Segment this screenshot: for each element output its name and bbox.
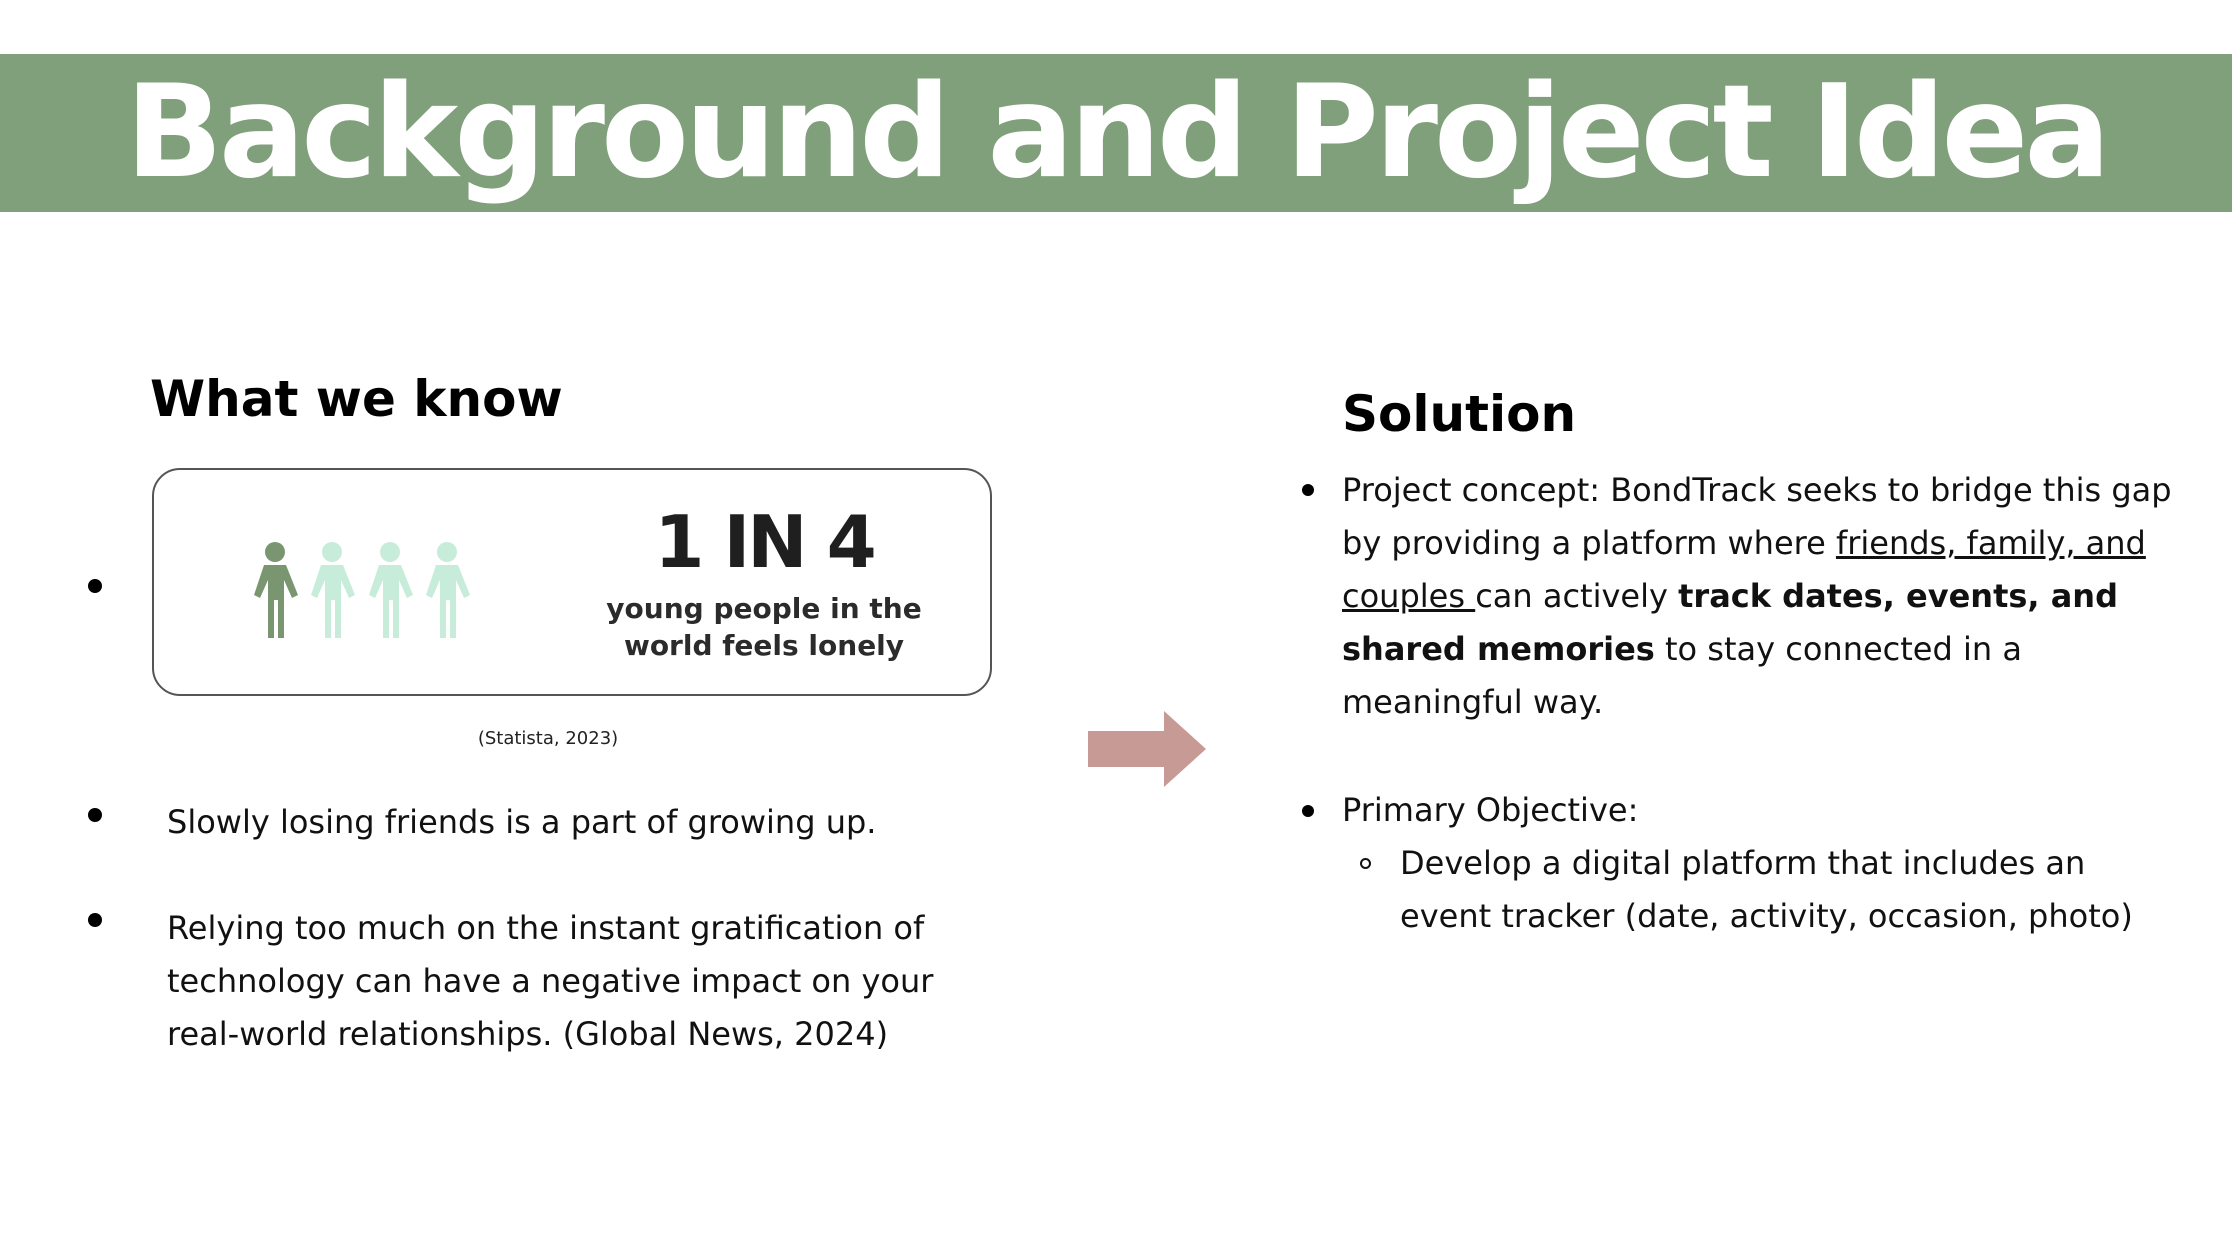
person-icon-light	[311, 542, 470, 638]
objective-label: Primary Objective:	[1342, 791, 1639, 829]
stat-caption: young people in the world feels lonely	[606, 592, 922, 662]
underlined-phrase: friends, family, and couples	[1342, 524, 2146, 615]
title-banner	[0, 54, 2232, 212]
bullet-dot	[88, 913, 102, 927]
bullet-dot	[1302, 484, 1314, 496]
arrow-right-icon	[1088, 711, 1208, 787]
person-icon-dark	[254, 542, 298, 638]
stat-source: (Statista, 2023)	[477, 728, 619, 749]
bullet-text: Slowly losing friends is a part of growing up.	[167, 803, 877, 841]
bullet-dot	[1302, 805, 1314, 817]
bold-phrase: track dates, events, and shared memories	[1342, 577, 2118, 668]
stat-card	[152, 468, 992, 696]
stat-value: 1 IN 4	[654, 500, 874, 584]
people-icon	[242, 538, 492, 648]
right-heading: Solution	[1342, 385, 1577, 443]
sub-bullet-dot	[1360, 858, 1371, 869]
bullet-dot	[88, 808, 102, 822]
slide-title: Background and Project Idea	[125, 58, 2107, 207]
left-heading: What we know	[150, 370, 563, 428]
objective-sub-text: Develop a digital platform that includes an event tracker (date, activity, occasion, photo)	[1400, 844, 2133, 935]
bullet-text: Relying too much on the instant gratification of technology can have a negative impact on your real-world relationships. (Global News, 2024)	[167, 909, 934, 1053]
concept-text: Project concept: BondTrack seeks to bridge this gap by providing a platform where friends, family, and couples can actively track dates, events, and shared memories to stay connected in a meaningful way.	[1342, 471, 2172, 721]
bullet-dot	[88, 579, 102, 593]
